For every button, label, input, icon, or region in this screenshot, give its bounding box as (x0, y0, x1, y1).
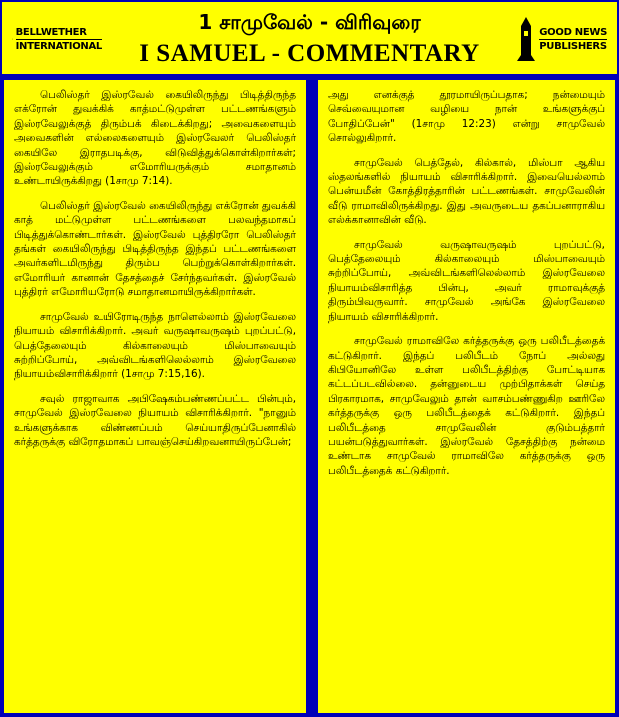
paragraph: சாமுவேல் வருஷாவருஷம் புறப்பட்டு, பெத்தேலையும் கில்காலையும் மிஸ்பாவையும் சுற்றிப்போய், அவ்விடங்களிலெல்லாம் இஸ்ரவேலை நியாயம்விசாரித்த பின்பு, அவர் ராமாவுக்குத் திரும்பிவருவார். சாமுவேல் அங்கே இஸ்ரவேலை நியாயம் விசாரிக்கிறார். (328, 238, 605, 323)
page-title-english: I SAMUEL - COMMENTARY (139, 40, 480, 67)
logo-right-line2: PUBLISHERS (539, 40, 607, 52)
logo-left-line2: INTERNATIONAL (15, 40, 102, 52)
page-title-tamil: 1 சாமுவேல் - விரிவுரை (198, 10, 421, 34)
paragraph: சாமுவேல் ராமாவிலே கர்த்தருக்கு ஒரு பலிபீடத்தைக் கட்டுகிறார். இந்தப் பலிபீடம் நோப் அல்லது கிபியோனிலே உள்ள பலிபீடத்திற்கு போட்டியாக கட்டப்படவில்லை. தன்னுடைய முற்பிதாக்கள் செய்த பிரகாரமாக, சாமுவேலும் தான் வாசம்பண்ணுகிற ஊரிலே கர்த்தருக்கு ஒரு பலிபீடத்தைக் கட்டுகிறார். இந்தப் பலிபீடத்தை சாமுவேலின் குடும்பத்தார் பயன்படுத்துவார்கள். இஸ்ரவேல் தேசத்திற்கு நன்மை உண்டாக சாமுவேல் ராமாவிலே கர்த்தருக்கு ஒரு பலிபீடத்தைக் கட்டுகிறார். (328, 335, 605, 477)
paragraph: சாமுவேல் பெத்தேல், கில்கால், மிஸ்பா ஆகிய ஸ்தலங்களில் நியாயம் விசாரிக்கிறார். இவையெல்லாம் பென்யமீன் கோத்திரத்தாரின் பட்டணங்கள். சாமுவேலின் வீடு ராமாவிலிருக்கிறது. இது அவருடைய தகப்பனாராகிய எல்க்கானாவின் வீடு. (328, 156, 605, 227)
page-header (2, 2, 617, 74)
paragraph: பெலிஸ்தர் இஸ்ரவேல் கையிலிருந்து பிடித்திருந்த எக்ரோன் துவக்கிக் காத்மட்டுமுள்ள பட்டணங்களும் இஸ்ரவேலுக்குத் திரும்பக் கிடைக்கிறது; அவைகளையும் அவைகளின் எல்லைகளையும் இஸ்ரவேலர் பெலிஸ்தர் கையிலே இராதபடிக்கு, விடுவித்துக்கொள்கிறார்கள்; இஸ்ரவேலுக்கும் எமோரியருக்கும் சமாதானம் உண்டாயிருக்கிறது (1சாமு 7:14). (14, 89, 296, 188)
tower-icon (516, 17, 536, 61)
logo-right-line1: GOOD NEWS (539, 26, 607, 38)
paragraph: பெலிஸ்தர் இஸ்ரவேல் கையிலிருந்து எக்ரோன் துவக்கி காத் மட்டுமுள்ள பட்டணங்களை பலவந்தமாகப் பிடித்துக்கொண்டார்கள். இஸ்ரவேல் புத்திரரோ பெலிஸ்தர் தங்கள் கையிலிருந்து பிடித்திருந்த இந்தப் பட்டணங்களை அவர்களிடமிருந்து திரும்ப பெற்றுக்கொள்கிறார்கள். எமோரியர் கானான் தேசத்தைச் சேர்ந்தவர்கள். இஸ்ரவேல் புத்திரர் எமோரியரோடு சமாதானமாயிருக்கிறார்கள். (14, 199, 296, 299)
right-column (318, 80, 615, 713)
goodnews-logo (515, 16, 607, 62)
left-column (4, 80, 306, 713)
logo-left-line1: BELLWETHER (16, 26, 102, 40)
paragraph: சவுல் ராஜாவாக அபிஷேகம்பண்ணப்பட்ட பின்பும், சாமுவேல் இஸ்ரவேலை நியாயம் விசாரிக்கிறார். "நானும் உங்களுக்காக விண்ணப்பம் செய்யாதிருப்பேனாகில் கர்த்தருக்கு விரோதமாகப் பாவஞ்செய்கிறவனாயிருப்பேன்; (14, 392, 296, 448)
paragraph: சாமுவேல் உயிரோடிருந்த நாளெல்லாம் இஸ்ரவேலை நியாயம் விசாரிக்கிறார். அவர் வருஷாவருஷம் புறப்பட்டு, பெத்தேலையும் கில்காலையும் மிஸ்பாவையும் சுற்றிப்போய், அவ்விடங்களிலெல்லாம் இஸ்ரவேலை நியாயம்விசாரிக்கிறார் (1சாமு 7:15,16). (14, 310, 296, 381)
paragraph: அது எனக்குத் தூரமாயிருப்பதாக; நன்மையும் செவ்வையுமான வழியை நான் உங்களுக்குப் போதிப்பேன்" (1சாமு 12:23) என்று சாமுவேல் சொல்லுகிறார். (328, 89, 605, 145)
